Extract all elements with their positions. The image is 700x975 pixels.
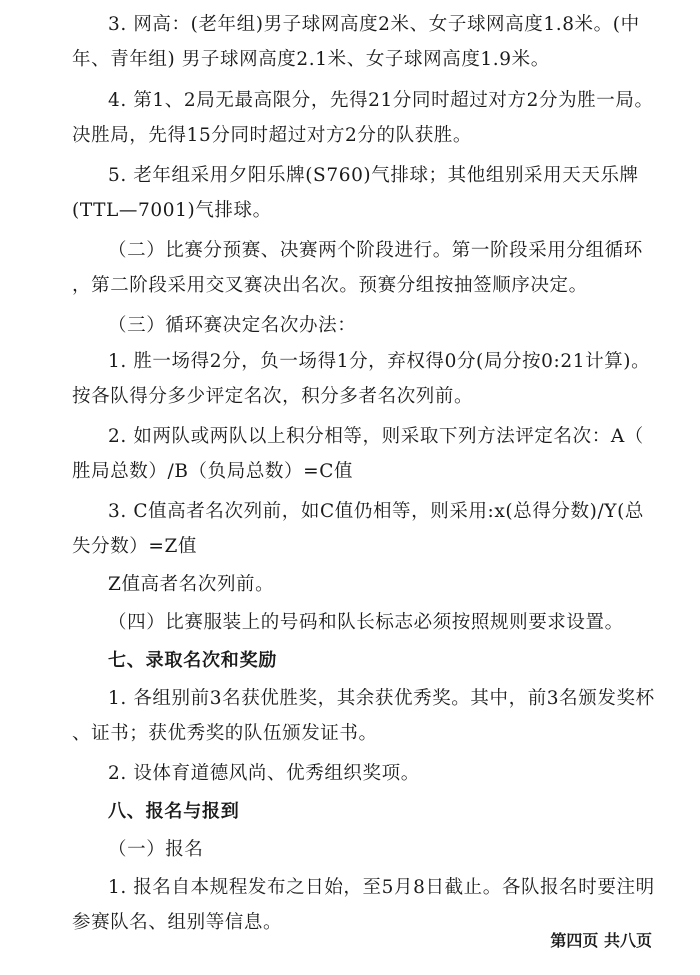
- rule-5-ball-line-1: 5. 老年组采用夕阳乐牌(S760)气排球；其他组别采用天天乐牌: [108, 165, 639, 186]
- registration-rule-1-line-2: 参赛队名、组别等信息。: [72, 912, 283, 933]
- rule-3-net-height-line-2: 年、青年组) 男子球网高度2.1米、女子球网高度1.9米。: [72, 49, 550, 70]
- section-1-registration-title: （一）报名: [108, 839, 204, 860]
- rule-5-ball-line-2: (TTL—7001)气排球。: [72, 200, 272, 221]
- page-number-footer: 第四页 共八页: [550, 931, 652, 950]
- ranking-rule-3-line-2: 失分数）=Z值: [72, 536, 198, 557]
- ranking-rule-2-line-2: 胜局总数）/B（负局总数）=C值: [72, 461, 354, 482]
- chapter-7-heading: 七、录取名次和奖励: [108, 650, 278, 671]
- section-3-ranking-title: （三）循环赛决定名次办法：: [108, 315, 357, 336]
- section-4-uniform-line: （四）比赛服装上的号码和队长标志必须按照规则要求设置。: [108, 612, 624, 633]
- rule-4-scoring-line-1: 4. 第1、2局无最高限分，先得21分同时超过对方2分为胜一局。: [108, 90, 654, 111]
- chapter-8-heading: 八、报名与报到: [108, 801, 240, 822]
- rule-3-net-height-line-1: 3. 网高：(老年组)男子球网高度2米、女子球网高度1.8米。(中: [108, 14, 640, 35]
- ranking-rule-1-line-1: 1. 胜一场得2分，负一场得1分，弃权得0分(局分按0:21计算)。: [108, 351, 651, 372]
- award-rule-2-line: 2. 设体育道德风尚、优秀组织奖项。: [108, 763, 420, 784]
- ranking-rule-3-line-1: 3. C值高者名次列前，如C值仍相等，则采用:x(总得分数)/Y(总: [108, 501, 645, 522]
- section-2-stages-line-1: （二）比赛分预赛、决赛两个阶段进行。第一阶段采用分组循环: [108, 240, 643, 261]
- section-2-stages-line-2: ，第二阶段采用交叉赛决出名次。预赛分组按抽签顺序决定。: [72, 275, 588, 296]
- rule-4-scoring-line-2: 决胜局，先得15分同时超过对方2分的队获胜。: [72, 125, 473, 146]
- registration-rule-1-line-1: 1. 报名自本规程发布之日始，至5月8日截止。各队报名时要注明: [108, 877, 655, 898]
- award-rule-1-line-2: 、证书；获优秀奖的队伍颁发证书。: [72, 723, 378, 744]
- ranking-rule-2-line-1: 2. 如两队或两队以上积分相等，则采取下列方法评定名次：A（: [108, 426, 644, 447]
- ranking-rule-1-line-2: 按各队得分多少评定名次，积分多者名次列前。: [72, 386, 474, 407]
- ranking-rule-3-line-3: Z值高者名次列前。: [108, 574, 275, 595]
- award-rule-1-line-1: 1. 各组别前3名获优胜奖，其余获优秀奖。其中，前3名颁发奖杯: [108, 688, 655, 709]
